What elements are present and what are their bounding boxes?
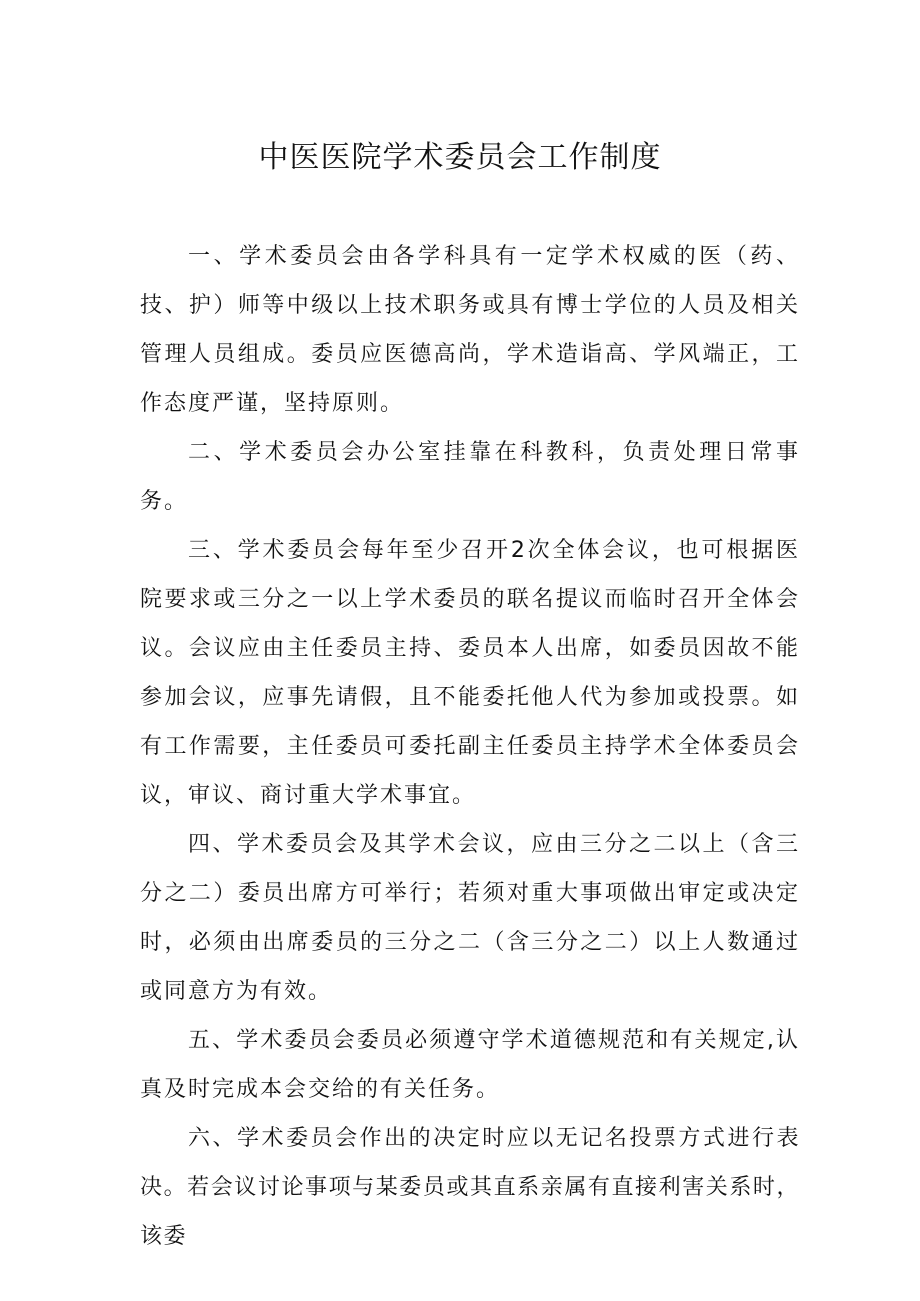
paragraph-1: 一、学术委员会由各学科具有一定学术权威的医（药、技、护）师等中级以上技术职务或具有博士学位的人员及相关管理人员组成。委员应医德高尚，学术造诣高、学风端正，工作态度严谨，坚持原则。 <box>140 244 800 416</box>
paragraph-5: 五、学术委员会委员必须遵守学术道德规范和有关规定,认真及时完成本会交给的有关任务。 <box>140 1028 800 1102</box>
paragraph-4: 四、学术委员会及其学术会议，应由三分之二以上（含三分之二）委员出席方可举行；若须对重大事项做出审定或决定时，必须由出席委员的三分之二（含三分之二）以上人数通过或同意方为有效。 <box>140 832 800 1004</box>
page-title: 中医医院学术委员会工作制度 <box>258 140 662 175</box>
paragraph-3: 三、学术委员会每年至少召开2次全体会议，也可根据医院要求或三分之一以上学术委员的联名提议而临时召开全体会议。会议应由主任委员主持、委员本人出席，如委员因故不能参加会议，应事先请假，且不能委托他人代为参加或投票。如有工作需要，主任委员可委托副主任委员主持学术全体委员会议，审议、商讨重大学术事宜。 <box>140 538 800 808</box>
document-body <box>140 232 800 1261</box>
paragraph-6: 六、学术委员会作出的决定时应以无记名投票方式进行表决。若会议讨论事项与某委员或其直系亲属有直接利害关系时，该委 <box>140 1126 800 1249</box>
paragraph-2: 二、学术委员会办公室挂靠在科教科，负责处理日常事务。 <box>140 440 800 514</box>
